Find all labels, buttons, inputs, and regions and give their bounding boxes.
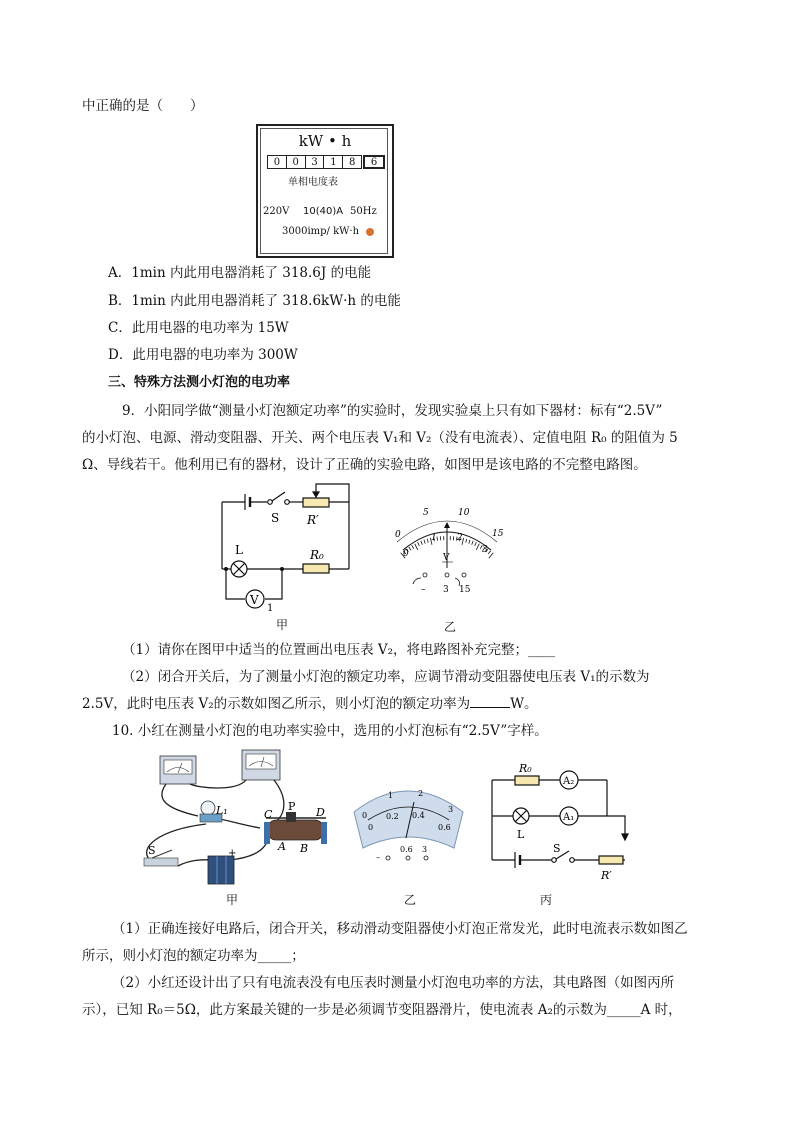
terminal-label: 0.6	[400, 845, 413, 854]
dial-bottom-tick: 0.2	[386, 812, 399, 821]
dial-top-tick: 1	[388, 791, 394, 800]
q10-apparatus-figure	[138, 748, 338, 888]
dial-bottom-tick: 0.4	[412, 811, 425, 820]
q10-ammeter-dial	[346, 776, 471, 876]
dial-top-tick: 5	[423, 508, 429, 518]
resistor-label: R₀	[310, 548, 324, 562]
electric-meter-figure	[256, 124, 394, 258]
meter-digit: 0	[287, 155, 306, 169]
dial-tick-mark	[421, 541, 423, 545]
rheostat-label: R′	[601, 869, 612, 882]
meter-indicator-light	[366, 228, 374, 236]
q9-voltmeter-dial	[385, 498, 515, 598]
dial-bottom-tick: 0.6	[438, 823, 451, 832]
dial-top-tick: 2	[418, 789, 424, 798]
meter-digit-decimal: 6	[363, 155, 385, 169]
q9-sub2-text: 2.5V，此时电压表 V₂的示数如图乙所示，则小灯泡的额定功率为	[82, 696, 471, 712]
battery-plus-label: +	[228, 848, 237, 859]
option-d: D．此用电器的电功率为 300W	[108, 347, 298, 363]
dial-bottom-tick: 0	[403, 549, 409, 559]
fig-caption-yi: 乙	[404, 893, 417, 907]
terminal-label: 3	[422, 845, 428, 854]
dial-tick-mark	[469, 540, 470, 544]
meter-frequency: 50Hz	[350, 206, 377, 217]
terminal-label: –	[421, 585, 426, 595]
dial-bottom-tick: 0	[368, 823, 374, 832]
switch-label: S	[271, 511, 280, 525]
dial-bottom-tick: 3	[482, 545, 488, 555]
meter-current: 10(40)A	[303, 206, 344, 217]
q9-line-3: Ω、导线若干。他利用已有的器材，设计了正确的实验电路，如图甲是该电路的不完整电路图。	[82, 457, 647, 473]
dial-tick-mark	[476, 544, 479, 550]
q9-sub1: （1）请你在图甲中适当的位置画出电压表 V₂，将电路图补充完整；____	[122, 642, 556, 658]
voltmeter-label: V	[250, 593, 259, 607]
fig-caption-bing: 丙	[540, 893, 553, 907]
q9-sub2-line-1: （2）闭合开关后，为了测量小灯泡的额定功率，应调节滑动变阻器使电压表 V₁的示数为	[122, 669, 650, 685]
terminal-c-label: C	[264, 808, 273, 821]
lamp-label: L	[517, 828, 525, 841]
resistor-label: R₀	[519, 762, 532, 775]
q10-circuit-diagram	[487, 758, 632, 888]
q10-stem: 10. 小红在测量小灯泡的电功率实验中，选用的小灯泡标有“2.5V”字样。	[112, 723, 548, 739]
q9-circuit-diagram	[215, 478, 355, 618]
terminal-label: 15	[459, 585, 471, 595]
q10-sub1-line-2: 所示，则小灯泡的额定功率为_____；	[82, 948, 305, 964]
option-c: C．此用电器的电功率为 15W	[108, 320, 289, 336]
dial-tick-mark	[412, 545, 414, 549]
q10-sub1-line-1: （1）正确连接好电路后，闭合开关，移动滑动变阻器使小灯泡正常发光，此时电流表示数如图乙	[112, 921, 688, 937]
voltmeter-subscript: 1	[267, 603, 274, 614]
ammeter-a2-label: A₂	[563, 776, 575, 787]
meter-digit: 1	[324, 155, 343, 169]
dial-symbol: V	[443, 553, 450, 563]
lamp-label: L₁	[216, 804, 228, 817]
dial-tick-mark	[409, 547, 411, 550]
meter-unit-label: kW • h	[298, 132, 352, 150]
dial-bottom-tick: 1	[431, 533, 437, 543]
meter-digit: 0	[267, 155, 287, 169]
q9-line-1: 9．小阳同学做“测量小灯泡额定功率”的实验时，发现实验桌上只有如下器材：标有“2.5V”	[122, 403, 663, 419]
fig-caption-jia: 甲	[226, 893, 239, 907]
fig-caption-yi: 乙	[444, 620, 457, 634]
q10-sub2-line-1: （2）小红还设计出了只有电流表没有电压表时测量小灯泡电功率的方法，其电路图（如图丙所	[112, 975, 675, 991]
switch-label: S	[148, 844, 156, 857]
dial-tick-mark	[488, 551, 491, 554]
switch-label: S	[553, 842, 561, 855]
dial-tick-mark	[424, 540, 425, 544]
dial-tick-mark	[475, 542, 477, 546]
option-b: B．1min 内此用电器消耗了 318.6kW·h 的电能	[108, 293, 401, 309]
dial-tick-mark	[472, 541, 474, 545]
meter-digit-row	[267, 155, 385, 169]
meter-name: 单相电度表	[288, 177, 338, 188]
lamp-label: L	[235, 543, 243, 557]
terminal-d-label: D	[316, 806, 325, 819]
terminal-a-label: A	[278, 840, 286, 853]
meter-constant: 3000imp/ kW·h	[282, 226, 360, 237]
terminal-label: –	[376, 853, 380, 862]
meter-digit: 3	[306, 155, 325, 169]
dial-tick-mark	[489, 553, 494, 558]
q9-line-2: 的小灯泡、电源、滑动变阻器、开关、两个电压表 V₁和 V₂（没有电流表）、定值电阻 R₀ 的阻值为 5	[82, 430, 678, 446]
dial-tick-mark	[437, 537, 438, 541]
meter-voltage: 220V	[263, 206, 290, 217]
dial-top-tick: 10	[458, 508, 470, 518]
slider-p-label: P	[288, 800, 296, 813]
section-title: 三、特殊方法测小灯泡的电功率	[108, 375, 291, 390]
dial-tick-mark	[427, 539, 428, 543]
terminal-b-label: B	[300, 842, 309, 855]
dial-bottom-tick: 2	[457, 533, 463, 543]
dial-tick-mark	[415, 544, 418, 550]
terminal-label: 3	[443, 585, 449, 595]
dial-top-tick: 0	[395, 530, 401, 540]
ammeter-a1-label: A₁	[563, 812, 575, 823]
option-a: A．1min 内此用电器消耗了 318.6J 的电能	[108, 265, 372, 281]
meter-digit: 8	[343, 155, 362, 169]
dial-tick-mark	[466, 539, 467, 543]
rheostat-label: R′	[307, 513, 319, 527]
dial-tick-mark	[418, 542, 420, 546]
dial-top-tick: 15	[492, 529, 504, 539]
dial-top-tick: 3	[448, 805, 454, 814]
question-stem-tail: 中正确的是（ ）	[82, 98, 204, 114]
q9-sub2-line-2	[82, 695, 538, 713]
fig-caption-jia: 甲	[276, 618, 289, 632]
q9-sub2-unit: W。	[510, 696, 538, 712]
dial-top-tick: 0	[362, 811, 368, 820]
answer-blank[interactable]	[470, 695, 510, 708]
q10-sub2-line-2: 示），已知 R₀＝5Ω，此方案最关键的一步是必须调节变阻器滑片，使电流表 A₂的示数为_____A 时，	[82, 1002, 682, 1018]
